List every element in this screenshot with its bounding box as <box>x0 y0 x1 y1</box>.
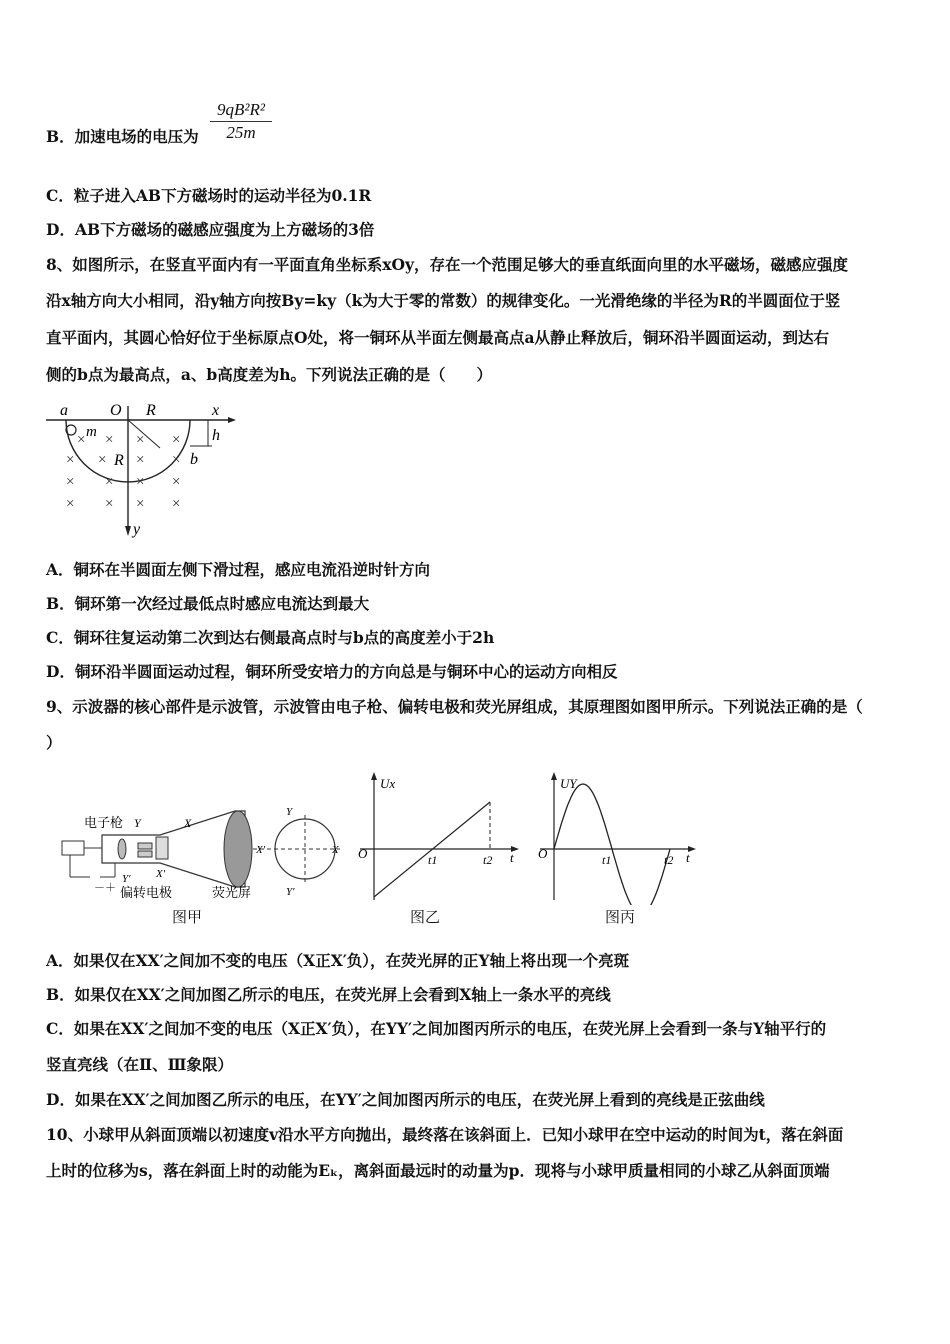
fraction-denominator: 25m <box>226 123 256 142</box>
svg-text:×: × <box>136 474 145 490</box>
svg-text:×: × <box>77 432 86 448</box>
svg-text:×: × <box>66 474 75 490</box>
label-ux: Ux <box>380 776 396 791</box>
question-8-line-1: 8、如图所示，在竖直平面内有一平面直角坐标系xOy，存在一个范围足够大的垂直纸面向里的水平磁场，磁感应强度 <box>46 255 849 274</box>
svg-text:×: × <box>136 432 145 448</box>
label-origin-bing: O <box>538 846 548 861</box>
caption-jia: 图甲 <box>172 908 203 926</box>
question-8-line-4: 侧的b点为最高点，a、b高度差为h。下列说法正确的是（ ） <box>46 365 492 384</box>
option-b-q8: B．铜环第一次经过最低点时感应电流达到最大 <box>46 594 370 613</box>
svg-text:×: × <box>136 496 145 512</box>
question-10-line-2: 上时的位移为s，落在斜面上时的动能为Eₖ，离斜面最远时的动量为p．现将与小球甲质量相同的小球乙从斜面顶端 <box>46 1161 830 1180</box>
option-d-q8: D．铜环沿半圆面运动过程，铜环所受安培力的方向总是与铜环中心的运动方向相反 <box>46 662 618 681</box>
svg-text:×: × <box>172 474 181 490</box>
label-X-electrode: X <box>184 816 192 830</box>
question-9-line-2: ） <box>46 733 62 752</box>
label-t2-yi: t2 <box>483 853 493 867</box>
option-c-q9-line-1: C．如果在XX′之间加不变的电压（X正X′负），在YY′之间加图丙所示的电压，在荧光屏上会看到一条与Y轴平行的 <box>46 1019 827 1038</box>
label-h: h <box>212 427 220 444</box>
question-10-line-1: 10、小球甲从斜面顶端以初速度v沿水平方向抛出，最终落在该斜面上．已知小球甲在空中运动的时间为t，落在斜面 <box>46 1125 844 1144</box>
option-c-q8: C．铜环往复运动第二次到达右侧最高点时与b点的高度差小于2h <box>46 628 495 647</box>
label-R-radius: R <box>114 452 124 469</box>
voltage-fraction <box>210 100 272 143</box>
question-8-line-2: 沿x轴方向大小相同，沿y轴方向按By=ky（k为大于零的常数）的规律变化。一光滑绝缘的半径为R的半圆面位于竖 <box>46 291 841 310</box>
label-t2-bing: t2 <box>664 853 674 867</box>
svg-text:×: × <box>172 496 181 512</box>
label-Yp-electrode: Y′ <box>122 873 131 885</box>
label-screen-Xp: X′ <box>256 844 266 856</box>
label-screen: 荧光屏 <box>212 885 252 900</box>
option-d-q7: D．AB下方磁场的磁感应强度为上方磁场的3倍 <box>46 220 375 239</box>
option-c-q7: C．粒子进入AB下方磁场时的运动半径为0.1R <box>46 186 372 205</box>
svg-text:×: × <box>136 452 145 468</box>
svg-text:×: × <box>172 432 181 448</box>
label-a: a <box>60 402 68 419</box>
caption-bing: 图丙 <box>605 908 636 926</box>
label-Xp-electrode: X′ <box>156 868 166 880</box>
label-t-bing: t <box>686 850 690 865</box>
label-origin: O <box>110 402 122 419</box>
question-9-line-1: 9、示波器的核心部件是示波管，示波管由电子枪、偏转电极和荧光屏组成，其原理图如图甲所示。下列说法正确的是（ <box>46 697 863 716</box>
svg-text:×: × <box>105 496 114 512</box>
option-d-q9: D．如果在XX′之间加图乙所示的电压，在YY′之间加图丙所示的电压，在荧光屏上看到的亮线是正弦曲线 <box>46 1090 765 1109</box>
label-polarity: －＋ <box>94 882 116 894</box>
label-m: m <box>86 424 97 440</box>
label-t-yi: t <box>510 850 514 865</box>
figure-yi-ux-graph <box>350 770 525 905</box>
label-uy: UY <box>560 776 577 791</box>
sine-curve <box>554 784 670 905</box>
label-y-axis: y <box>133 521 141 538</box>
label-x-axis: x <box>212 402 220 419</box>
question-8-line-3: 直平面内，其圆心恰好位于坐标原点O处，将一铜环从半面左侧最高点a从静止释放后，铜环沿半圆面运动，到达右 <box>46 328 830 347</box>
fraction-numerator: 9qB²R² <box>210 100 272 122</box>
option-b-q9: B．如果仅在XX′之间加图乙所示的电压，在荧光屏上会看到X轴上一条水平的亮线 <box>46 985 611 1004</box>
figure-q8-semicircle <box>40 398 240 540</box>
option-a-q9: A．如果仅在XX′之间加不变的电压（X正X′负），在荧光屏的正Y轴上将出现一个亮斑 <box>46 951 630 970</box>
svg-text:×: × <box>66 452 75 468</box>
label-screen-Yp: Y′ <box>286 886 295 898</box>
caption-yi: 图乙 <box>410 908 441 926</box>
label-screen-X: X <box>332 844 339 856</box>
label-b: b <box>190 451 198 468</box>
label-R-top: R <box>146 402 156 419</box>
svg-text:×: × <box>105 474 114 490</box>
svg-text:×: × <box>105 432 114 448</box>
option-c-q9-line-2: 竖直亮线（在Ⅱ、Ⅲ象限） <box>46 1055 233 1074</box>
label-t1-yi: t1 <box>428 853 438 867</box>
figure-bing-uy-graph <box>530 770 700 905</box>
svg-text:×: × <box>172 452 181 468</box>
svg-text:×: × <box>66 496 75 512</box>
svg-text:×: × <box>98 452 107 468</box>
label-origin-yi: O <box>358 846 368 861</box>
option-b-q7: B．加速电场的电压为 <box>46 127 199 146</box>
label-Y-electrode: Y <box>134 816 141 830</box>
label-screen-Y: Y <box>286 806 293 818</box>
label-electron-gun: 电子枪 <box>84 815 124 830</box>
label-t1-bing: t1 <box>602 853 612 867</box>
label-deflect-electrode: 偏转电极 <box>120 885 173 900</box>
option-a-q8: A．铜环在半圆面左侧下滑过程，感应电流沿逆时针方向 <box>46 560 431 579</box>
figure-jia-oscilloscope <box>60 805 350 900</box>
